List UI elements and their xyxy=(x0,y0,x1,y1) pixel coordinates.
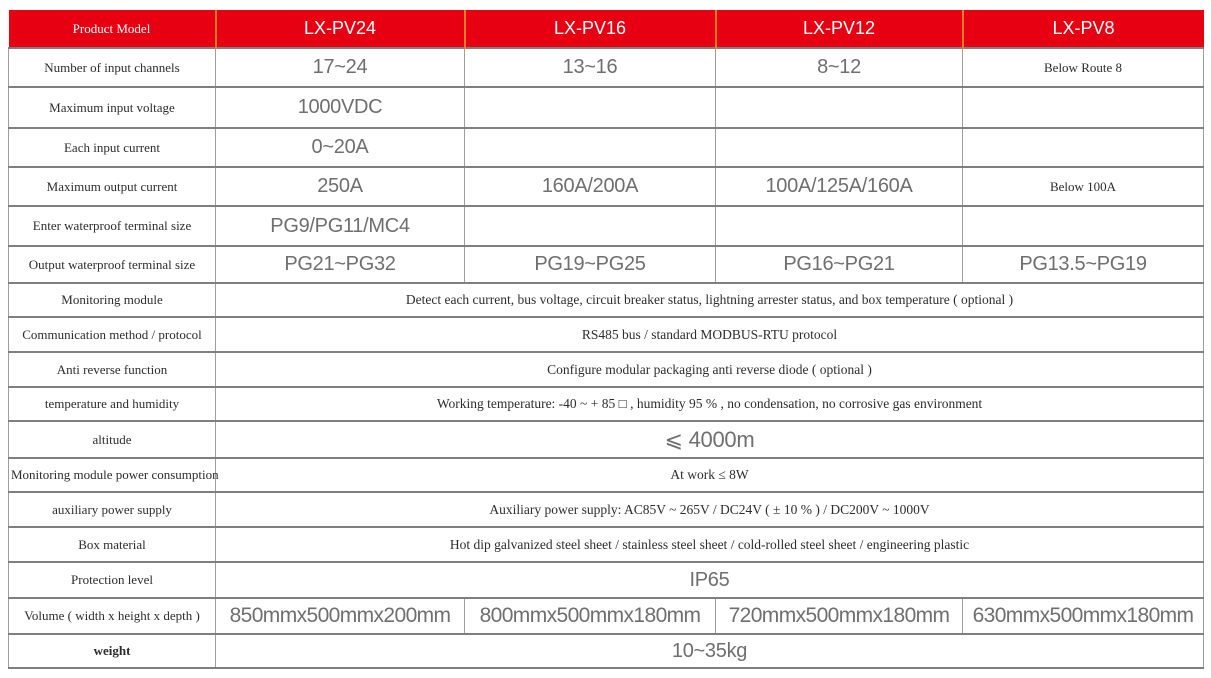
row-label: auxiliary power supply xyxy=(9,492,216,527)
value-cell: 850mmx500mmx200mm xyxy=(216,598,465,634)
row-label: Maximum input voltage xyxy=(9,87,216,128)
span-value: Auxiliary power supply: AC85V ~ 265V / DC24V ( ± 10 % ) / DC200V ~ 1000V xyxy=(216,492,1204,527)
value-cell xyxy=(716,206,963,246)
value-cell: 13~16 xyxy=(465,48,716,87)
spec-row-weight xyxy=(9,634,1204,668)
spec-row-power-consumption xyxy=(9,458,1204,492)
spec-row-max-output-current xyxy=(9,167,1204,206)
value-cell xyxy=(963,87,1204,128)
row-label: Monitoring module power consumption xyxy=(9,458,216,492)
value-cell xyxy=(716,87,963,128)
row-label: Number of input channels xyxy=(9,48,216,87)
row-label: Monitoring module xyxy=(9,283,216,317)
header-model-lx-pv24: LX-PV24 xyxy=(216,10,465,48)
value-cell: 1000VDC xyxy=(216,87,465,128)
value-cell: Below 100A xyxy=(963,167,1204,206)
row-label: Volume ( width x height x depth ) xyxy=(9,598,216,634)
span-value: IP65 xyxy=(216,562,1204,598)
row-label: Each input current xyxy=(9,128,216,167)
spec-table xyxy=(8,10,1204,669)
header-model-lx-pv12: LX-PV12 xyxy=(716,10,963,48)
value-cell: 100A/125A/160A xyxy=(716,167,963,206)
header-model-lx-pv8: LX-PV8 xyxy=(963,10,1204,48)
header-row xyxy=(9,10,1204,48)
spec-row-communication xyxy=(9,317,1204,352)
value-cell: 630mmx500mmx180mm xyxy=(963,598,1204,634)
value-cell xyxy=(465,87,716,128)
value-cell: PG16~PG21 xyxy=(716,246,963,283)
value-cell: 720mmx500mmx180mm xyxy=(716,598,963,634)
span-value: Configure modular packaging anti reverse diode ( optional ) xyxy=(216,352,1204,387)
spec-row-anti-reverse xyxy=(9,352,1204,387)
header-product-model: Product Model xyxy=(9,10,216,48)
spec-row-max-input-voltage xyxy=(9,87,1204,128)
span-value: RS485 bus / standard MODBUS-RTU protocol xyxy=(216,317,1204,352)
value-cell xyxy=(963,206,1204,246)
spec-row-altitude xyxy=(9,421,1204,458)
spec-row-volume xyxy=(9,598,1204,634)
value-cell: PG19~PG25 xyxy=(465,246,716,283)
value-cell: PG13.5~PG19 xyxy=(963,246,1204,283)
row-label: Box material xyxy=(9,527,216,562)
value-cell xyxy=(716,128,963,167)
span-value: 10~35kg xyxy=(216,634,1204,668)
value-cell: 160A/200A xyxy=(465,167,716,206)
spec-row-input-channels xyxy=(9,48,1204,87)
spec-row-output-terminal-size xyxy=(9,246,1204,283)
row-label: Communication method / protocol xyxy=(9,317,216,352)
span-value: ⩽ 4000m xyxy=(216,421,1204,458)
row-label: weight xyxy=(9,634,216,668)
value-cell xyxy=(465,206,716,246)
value-cell: PG21~PG32 xyxy=(216,246,465,283)
row-label: Output waterproof terminal size xyxy=(9,246,216,283)
value-cell: Below Route 8 xyxy=(963,48,1204,87)
row-label: Anti reverse function xyxy=(9,352,216,387)
header-model-lx-pv16: LX-PV16 xyxy=(465,10,716,48)
value-cell: 8~12 xyxy=(716,48,963,87)
row-label: altitude xyxy=(9,421,216,458)
span-value: Detect each current, bus voltage, circuit breaker status, lightning arrester status, and box temperature ( optional ) xyxy=(216,283,1204,317)
row-label: Protection level xyxy=(9,562,216,598)
row-label: temperature and humidity xyxy=(9,387,216,421)
spec-row-box-material xyxy=(9,527,1204,562)
span-value: Working temperature: -40 ~ + 85 □ , humidity 95 % , no condensation, no corrosive gas environment xyxy=(216,387,1204,421)
spec-row-temp-humidity xyxy=(9,387,1204,421)
value-cell xyxy=(963,128,1204,167)
value-cell: PG9/PG11/MC4 xyxy=(216,206,465,246)
value-cell: 250A xyxy=(216,167,465,206)
spec-row-monitoring-module xyxy=(9,283,1204,317)
spec-row-protection-level xyxy=(9,562,1204,598)
value-cell: 800mmx500mmx180mm xyxy=(465,598,716,634)
row-label: Maximum output current xyxy=(9,167,216,206)
spec-row-input-terminal-size xyxy=(9,206,1204,246)
span-value: Hot dip galvanized steel sheet / stainless steel sheet / cold-rolled steel sheet / engineering plastic xyxy=(216,527,1204,562)
spec-row-each-input-current xyxy=(9,128,1204,167)
value-cell: 0~20A xyxy=(216,128,465,167)
spec-row-aux-power xyxy=(9,492,1204,527)
value-cell xyxy=(465,128,716,167)
span-value: At work ≤ 8W xyxy=(216,458,1204,492)
row-label: Enter waterproof terminal size xyxy=(9,206,216,246)
value-cell: 17~24 xyxy=(216,48,465,87)
